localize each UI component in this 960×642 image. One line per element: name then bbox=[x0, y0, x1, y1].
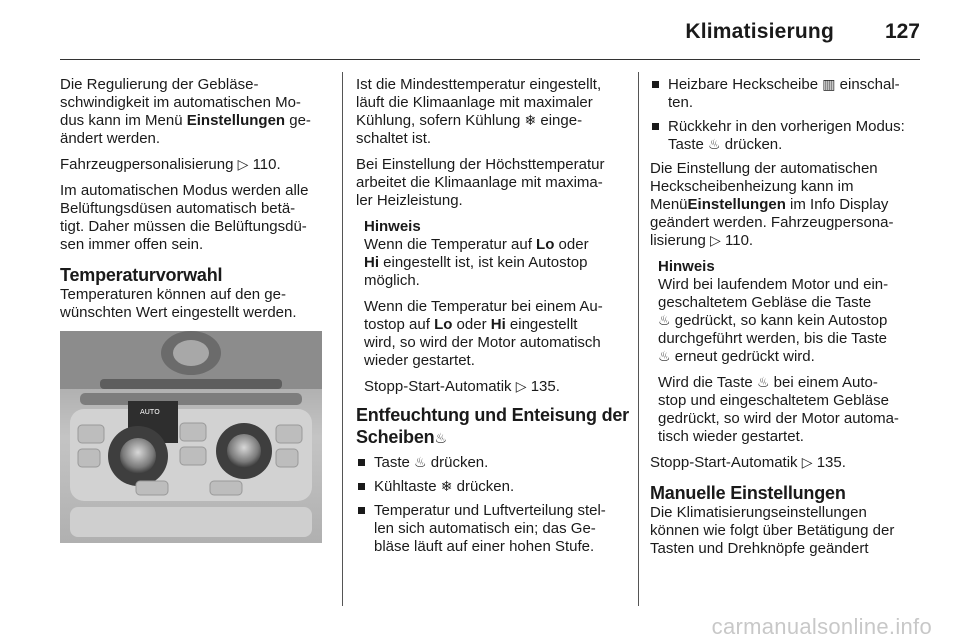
list-item: Rückkehr in den vorherigen Modus: Taste ♨ drücken. bbox=[650, 118, 926, 154]
page-number: 127 bbox=[884, 20, 920, 43]
panel-button bbox=[180, 423, 206, 441]
heading-defog-defrost: Entfeuchtung und Enteisung der Scheiben♨ bbox=[356, 405, 629, 447]
watermark: carmanualsonline.info bbox=[711, 614, 932, 639]
ref-arrow-icon: ▷ bbox=[515, 379, 527, 395]
note-paragraph-autostop: Wird die Taste ♨ bei einem Auto- stop und eingeschaltetem Gebläse gedrückt, so wird der Motor automa- tisch wieder gestartet. bbox=[658, 374, 899, 445]
note-title: Hinweis bbox=[658, 258, 715, 275]
note-block bbox=[650, 258, 926, 446]
defrost-icon: ♨ bbox=[756, 375, 770, 391]
panel-button bbox=[180, 447, 206, 465]
page-header-title: Klimatisierung bbox=[685, 20, 834, 43]
list-item: Kühltaste ❄ drücken. bbox=[356, 478, 632, 496]
note-title: Hinweis bbox=[364, 218, 421, 235]
rear-window-heat-icon: ▥ bbox=[822, 77, 836, 93]
panel-button bbox=[210, 481, 242, 495]
snowflake-icon: ❄ bbox=[440, 479, 453, 495]
column-3 bbox=[650, 76, 926, 566]
paragraph-max-temperature: Bei Einstellung der Höchsttemperatur arbeitet die Klimaanlage mit maxima- ler Heizleistung. bbox=[356, 156, 605, 209]
defrost-icon: ♨ bbox=[658, 313, 671, 329]
paragraph-temperature: Temperaturen können auf den ge- wünschten Wert eingestellt werden. bbox=[60, 286, 297, 321]
list-item: Temperatur und Luftverteilung stel- len sich automatisch ein; das Ge- bläse läuft auf einer hohen Stufe. bbox=[356, 502, 632, 556]
defrost-icon: ♨ bbox=[708, 137, 721, 153]
column-1 bbox=[60, 76, 330, 330]
ref-arrow-icon: ▷ bbox=[710, 233, 721, 249]
paragraph-manual-settings: Die Klimatisierungseinstellungen können wie folgt über Betätigung der Tasten und Drehknöpfe geändert bbox=[650, 504, 895, 557]
note-paragraph-autostop: Wenn die Temperatur bei einem Au- tostop auf Lo oder Hi eingestellt wird, so wird der Motor automatisch wieder gestartet. bbox=[364, 298, 603, 369]
paragraph-min-temperature: Ist die Mindesttemperatur eingestellt, läuft die Klimaanlage mit maximaler Kühlung, sofern Kühlung ❄ einge- schaltet ist. bbox=[356, 76, 602, 147]
note-paragraph-stop-start-ref: Stopp-Start-Automatik ▷ 135. bbox=[364, 378, 560, 395]
panel-button bbox=[78, 425, 104, 443]
paragraph-rear-window-setting: Die Einstellung der automatischen Heckscheibenheizung kann im MenüEinstellungen im Info Display geändert werden. Fahrzeugpersona- lisierung ▷ 110. bbox=[650, 160, 894, 249]
column-divider-2 bbox=[638, 72, 639, 606]
defrost-icon: ♨ bbox=[414, 455, 427, 471]
panel-button bbox=[276, 425, 302, 443]
right-fan-knob bbox=[227, 434, 261, 468]
note-paragraph-engine-fan: Wird bei laufendem Motor und ein- geschaltetem Gebläse die Taste ♨ gedrückt, so kann kein Autostop durchgeführt werden, bis die Taste ♨ erneut gedrückt wird. bbox=[658, 276, 889, 365]
paragraph-auto-mode: Im automatischen Modus werden alle Belüftungsdüsen automatisch betä- tigt. Daher müssen die Belüftungsdü- sen immer offen sein. bbox=[60, 182, 309, 253]
list-item: Taste ♨ drücken. bbox=[356, 454, 632, 472]
paragraph-fan-regulation: Die Regulierung der Gebläse- schwindigkeit im automatischen Mo- dus kann im Menü Einstellungen ge- ändert werden. bbox=[60, 76, 311, 147]
menu-settings-bold: Einstellungen bbox=[186, 112, 286, 129]
ref-arrow-icon: ▷ bbox=[237, 157, 249, 173]
paragraph-personalization-ref: Fahrzeugpersonalisierung ▷ 110. bbox=[60, 156, 281, 173]
column-divider-1 bbox=[342, 72, 343, 606]
note-block bbox=[356, 218, 632, 396]
panel-button bbox=[276, 449, 298, 467]
ref-arrow-icon: ▷ bbox=[801, 455, 813, 471]
panel-auto-label: AUTO bbox=[140, 408, 160, 416]
paragraph-stop-start-ref: Stopp-Start-Automatik ▷ 135. bbox=[650, 454, 846, 471]
snowflake-icon: ❄ bbox=[524, 113, 537, 129]
defrost-icon: ♨ bbox=[434, 431, 447, 447]
note-paragraph-lo-hi: Wenn die Temperatur auf Lo oder Hi eingestellt ist, ist kein Autostop möglich. bbox=[364, 236, 589, 289]
heading-manual-settings: Manuelle Einstellungen bbox=[650, 483, 846, 503]
heading-temperature-preselection: Temperaturvorwahl bbox=[60, 265, 223, 285]
header-rule bbox=[60, 59, 920, 60]
defrost-icon: ♨ bbox=[658, 349, 671, 365]
left-temperature-knob bbox=[120, 438, 156, 474]
list-item: Heizbare Heckscheibe ▥ einschal- ten. bbox=[650, 76, 926, 112]
column-2 bbox=[356, 76, 632, 562]
panel-button bbox=[78, 449, 100, 467]
climate-panel-photo bbox=[60, 331, 322, 543]
panel-button bbox=[136, 481, 168, 495]
